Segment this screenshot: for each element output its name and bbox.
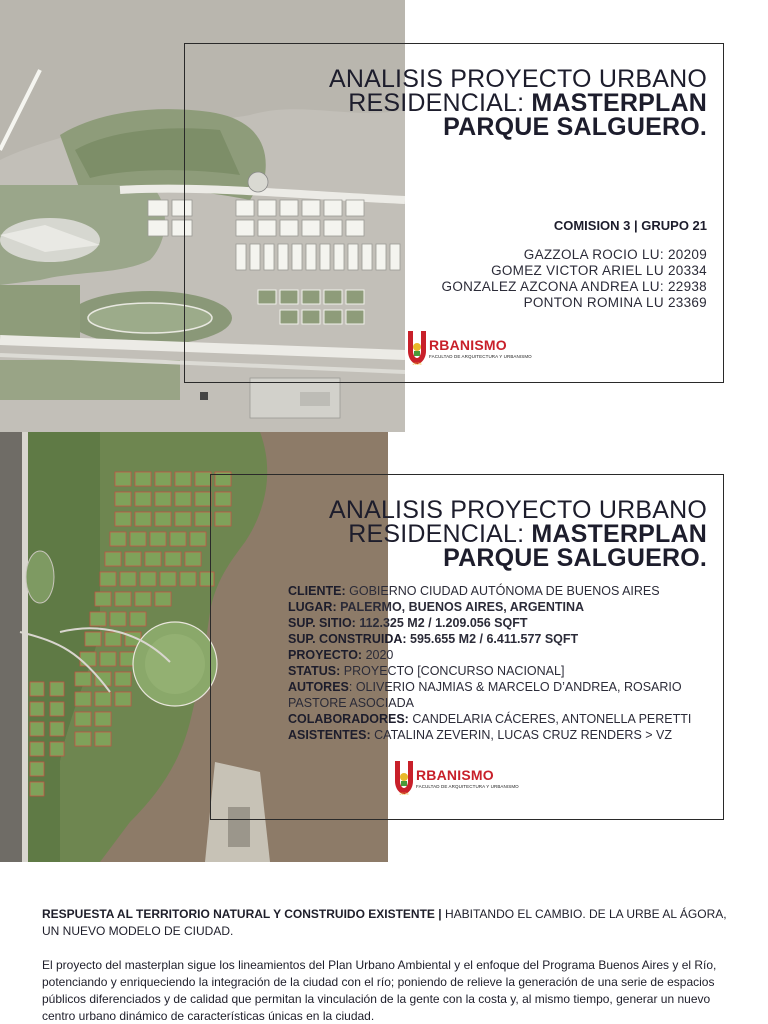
logo-subtitle: FACULTAD DE ARQUITECTURA Y URBANISMO — [416, 784, 519, 789]
comision-label: COMISION 3 | GRUPO 21 — [553, 218, 707, 233]
logo-subtitle: FACULTAD DE ARQUITECTURA Y URBANISMO — [429, 354, 532, 359]
author-item: GONZALEZ AZCONA ANDREA LU: 22938 — [441, 279, 707, 294]
title-line-2-bold: MASTERPLAN — [531, 89, 707, 117]
logo-wordmark: RBANISMO — [429, 337, 507, 353]
title-line-2-bold: MASTERPLAN — [531, 520, 707, 548]
svg-text:2023: 2023 — [412, 361, 422, 366]
project-description — [42, 906, 732, 1024]
title-line-1: ANALISIS PROYECTO URBANO — [328, 65, 707, 93]
title-line-3: PARQUE SALGUERO. — [443, 544, 707, 572]
field-colaboradores: COLABORADORES: CANDELARIA CÁCERES, ANTONELLA PERETTI — [288, 712, 692, 726]
title-line-2-light: RESIDENCIAL: — [348, 89, 532, 117]
urbanismo-logo — [406, 329, 532, 367]
author-item: PONTON ROMINA LU 23369 — [523, 295, 707, 310]
urbanismo-logo-icon — [393, 759, 415, 797]
svg-text:2023: 2023 — [399, 791, 409, 796]
author-item: GAZZOLA ROCIO LU: 20209 — [523, 247, 707, 262]
urbanismo-logo — [393, 759, 519, 797]
description-paragraph: El proyecto del masterplan sigue los lineamientos del Plan Urbano Ambiental y el enfoque del Programa Buenos Aires y el Río, potenciando y enriqueciendo la integración de la ciudad con el río; poniendo de relieve la generación de una serie de espacios públicos diferenciados y de calidad que permitan la vinculación de la gente con la costa y, al mismo tiempo, generar un nuevo centro urbano dinámico de características únicas en la ciudad. — [42, 958, 717, 1023]
field-autores: AUTORES: OLIVERIO NAJMIAS & MARCELO D’ANDREA, ROSARIO PASTORE ASOCIADA — [288, 680, 682, 710]
title-line-3: PARQUE SALGUERO. — [443, 113, 707, 141]
urbanismo-logo-icon — [406, 329, 428, 367]
title-line-1: ANALISIS PROYECTO URBANO — [328, 496, 707, 524]
project-title — [329, 67, 707, 139]
logo-wordmark: RBANISMO — [416, 767, 494, 783]
project-info-card — [210, 474, 724, 820]
field-status: STATUS: PROYECTO [CONCURSO NACIONAL] — [288, 664, 565, 678]
description-lead: RESPUESTA AL TERRITORIO NATURAL Y CONSTRUIDO EXISTENTE | HABITANDO EL CAMBIO. DE LA URBE AL ÁGORA, UN NUEVO MODELO DE CIUDAD. — [42, 907, 727, 938]
project-fields — [288, 583, 708, 743]
field-cliente: CLIENTE: GOBIERNO CIUDAD AUTÓNOMA DE BUENOS AIRES — [288, 584, 660, 598]
field-proyecto: PROYECTO: 2020 — [288, 648, 394, 662]
field-sup-sitio: SUP. SITIO: 112.325 M2 / 1.209.056 SQFT — [288, 616, 528, 630]
project-title-repeat — [329, 498, 707, 570]
field-lugar: LUGAR: PALERMO, BUENOS AIRES, ARGENTINA — [288, 600, 585, 614]
cover-title-card — [184, 43, 724, 383]
field-sup-construida: SUP. CONSTRUIDA: 595.655 M2 / 6.411.577 SQFT — [288, 632, 579, 646]
author-item: GOMEZ VICTOR ARIEL LU 20334 — [491, 263, 707, 278]
field-asistentes: ASISTENTES: CATALINA ZEVERIN, LUCAS CRUZ RENDERS > VZ — [288, 728, 672, 742]
authors-list — [442, 247, 707, 311]
title-line-2-light: RESIDENCIAL: — [348, 520, 532, 548]
